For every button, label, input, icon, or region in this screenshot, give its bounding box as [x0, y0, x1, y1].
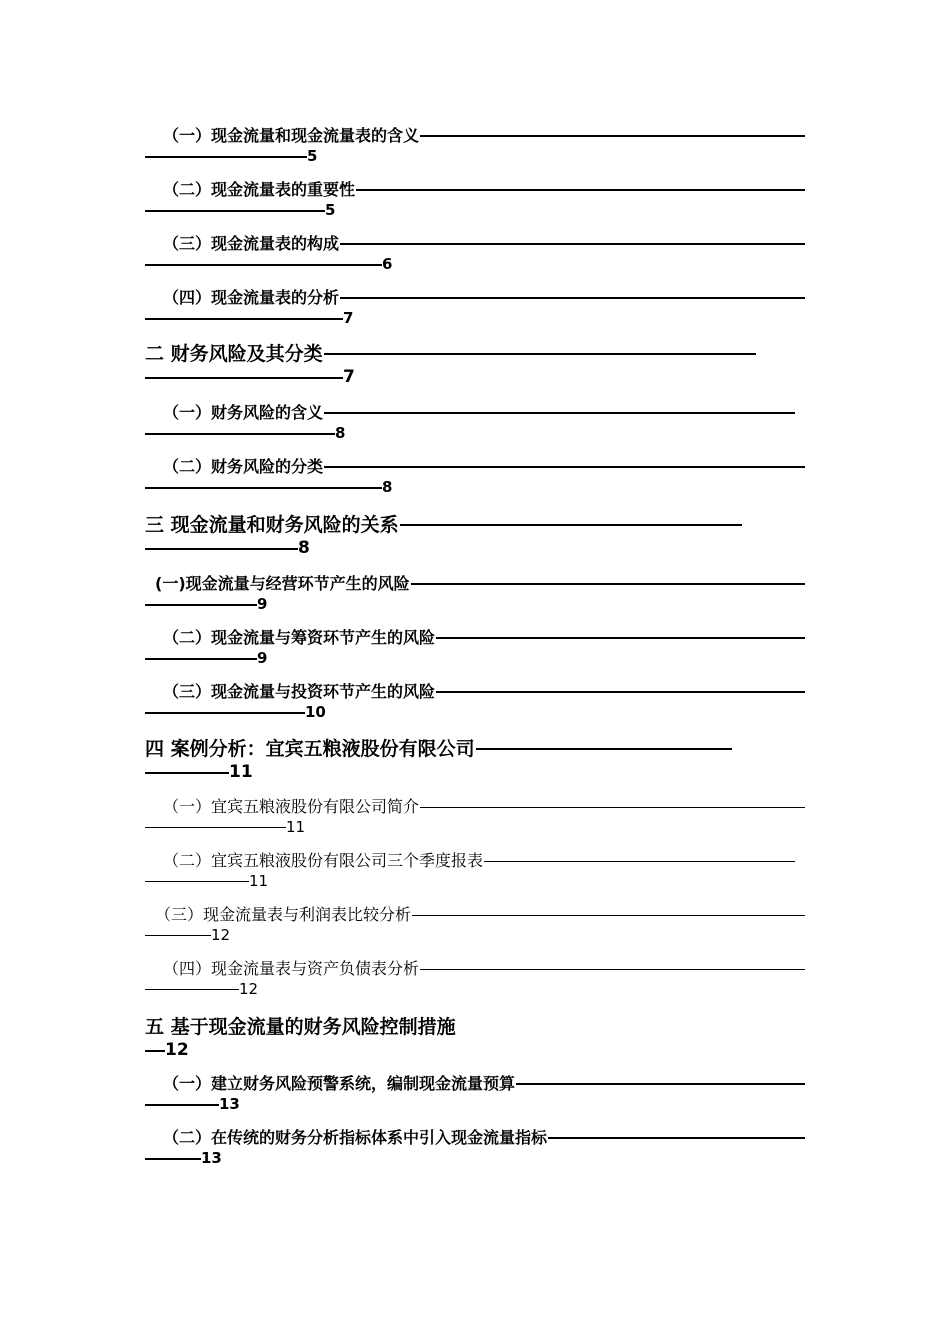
toc-entry[interactable]	[145, 287, 805, 326]
toc-section[interactable]	[145, 1014, 805, 1059]
dot-leader	[484, 861, 795, 862]
dot-leader	[548, 1137, 805, 1139]
toc-entry-title: （二）现金流量与筹资环节产生的风险	[163, 628, 436, 647]
dot-leader	[145, 712, 305, 714]
dot-leader	[145, 827, 286, 828]
toc-page-number: 8	[382, 480, 393, 495]
toc-entry[interactable]	[145, 1127, 805, 1166]
toc-page-number: 11	[286, 820, 306, 835]
dot-leader	[145, 487, 382, 489]
toc-entry[interactable]	[145, 958, 805, 997]
toc-entry[interactable]	[145, 681, 805, 720]
toc-page-number: 9	[257, 651, 268, 666]
toc-entry-title: （一）宜宾五粮液股份有限公司简介	[163, 797, 420, 816]
toc-page-number: 12	[239, 982, 259, 997]
toc-entry-title: （一）财务风险的含义	[163, 403, 324, 422]
dot-leader	[476, 748, 732, 750]
dot-leader	[145, 548, 298, 550]
toc-entry[interactable]	[145, 125, 805, 164]
dot-leader	[145, 377, 343, 379]
toc-entry-title: （一）建立财务风险预警系统，编制现金流量预算	[163, 1074, 516, 1093]
toc-page-number: 8	[335, 426, 346, 441]
toc-entry[interactable]	[145, 627, 805, 666]
dot-leader	[436, 637, 805, 639]
dot-leader	[324, 466, 805, 468]
toc-page-number: 5	[325, 203, 336, 218]
toc-entry[interactable]	[145, 573, 805, 612]
dot-leader	[411, 583, 805, 585]
toc-entry-title: （四）现金流量表与资产负债表分析	[163, 959, 420, 978]
toc-entry[interactable]	[145, 796, 805, 835]
toc-page-number: 11	[249, 874, 269, 889]
toc-page-number: 13	[219, 1097, 240, 1112]
dot-leader	[145, 604, 257, 606]
dot-leader	[436, 691, 805, 693]
dot-leader	[516, 1083, 805, 1085]
toc-section-title: 四 案例分析：宜宾五粮液股份有限公司	[145, 737, 475, 760]
toc-entry[interactable]	[145, 179, 805, 218]
dot-leader	[324, 412, 795, 414]
toc-entry[interactable]	[145, 456, 805, 495]
dot-leader	[145, 156, 307, 158]
toc-entry-title: （四）现金流量表的分析	[163, 288, 340, 307]
toc-section-title: 五 基于现金流量的财务风险控制措施	[145, 1015, 456, 1038]
toc-page-number: 6	[382, 257, 393, 272]
dot-leader	[356, 189, 805, 191]
toc-entry[interactable]	[145, 850, 805, 889]
dot-leader	[145, 1104, 219, 1106]
dot-leader	[145, 935, 211, 936]
dot-leader	[145, 1050, 165, 1052]
dot-leader	[145, 881, 249, 882]
dot-leader	[145, 772, 229, 774]
toc-entry-title: (一)现金流量与经营环节产生的风险	[155, 574, 410, 593]
dot-leader	[324, 353, 756, 355]
dot-leader	[400, 524, 742, 526]
toc-page-number: 5	[307, 149, 318, 164]
toc-entry-title: （三）现金流量表的构成	[163, 234, 340, 253]
toc-page-number: 7	[343, 311, 354, 326]
toc-entry[interactable]	[145, 233, 805, 272]
dot-leader	[145, 318, 343, 320]
toc-page-number: 11	[229, 764, 253, 781]
toc-page-number: 7	[343, 369, 355, 386]
dot-leader	[145, 658, 257, 660]
dot-leader	[412, 915, 805, 916]
dot-leader	[340, 297, 805, 299]
dot-leader	[145, 989, 239, 990]
toc-page-number: 12	[165, 1042, 189, 1059]
toc-page-number: 12	[211, 928, 231, 943]
toc-entry-title: （三）现金流量与投资环节产生的风险	[163, 682, 436, 701]
dot-leader	[420, 807, 805, 808]
toc-entry-title: （二）财务风险的分类	[163, 457, 324, 476]
toc-entry-title: （二）宜宾五粮液股份有限公司三个季度报表	[163, 851, 484, 870]
dot-leader	[420, 135, 805, 137]
dot-leader	[340, 243, 805, 245]
toc-entry[interactable]	[145, 1073, 805, 1112]
dot-leader	[145, 210, 325, 212]
toc-entry[interactable]	[145, 904, 805, 943]
toc-page-number: 8	[298, 540, 310, 557]
toc-section[interactable]	[145, 341, 805, 386]
toc-section-title: 二 财务风险及其分类	[145, 342, 323, 365]
toc-section[interactable]	[145, 512, 805, 557]
toc-page-number: 9	[257, 597, 268, 612]
toc-entry-title: （二）在传统的财务分析指标体系中引入现金流量指标	[163, 1128, 548, 1147]
toc-entry-title: （三）现金流量表与利润表比较分析	[155, 905, 412, 924]
dot-leader	[420, 969, 805, 970]
toc-page-number: 10	[305, 705, 326, 720]
toc-section-title: 三 现金流量和财务风险的关系	[145, 513, 399, 536]
dot-leader	[145, 264, 382, 266]
dot-leader	[145, 433, 335, 435]
toc-entry[interactable]	[145, 402, 805, 441]
dot-leader	[145, 1158, 201, 1160]
toc-entry-title: （二）现金流量表的重要性	[163, 180, 356, 199]
toc-section[interactable]	[145, 736, 805, 781]
toc-entry-title: （一）现金流量和现金流量表的含义	[163, 126, 420, 145]
toc-page-number: 13	[201, 1151, 222, 1166]
